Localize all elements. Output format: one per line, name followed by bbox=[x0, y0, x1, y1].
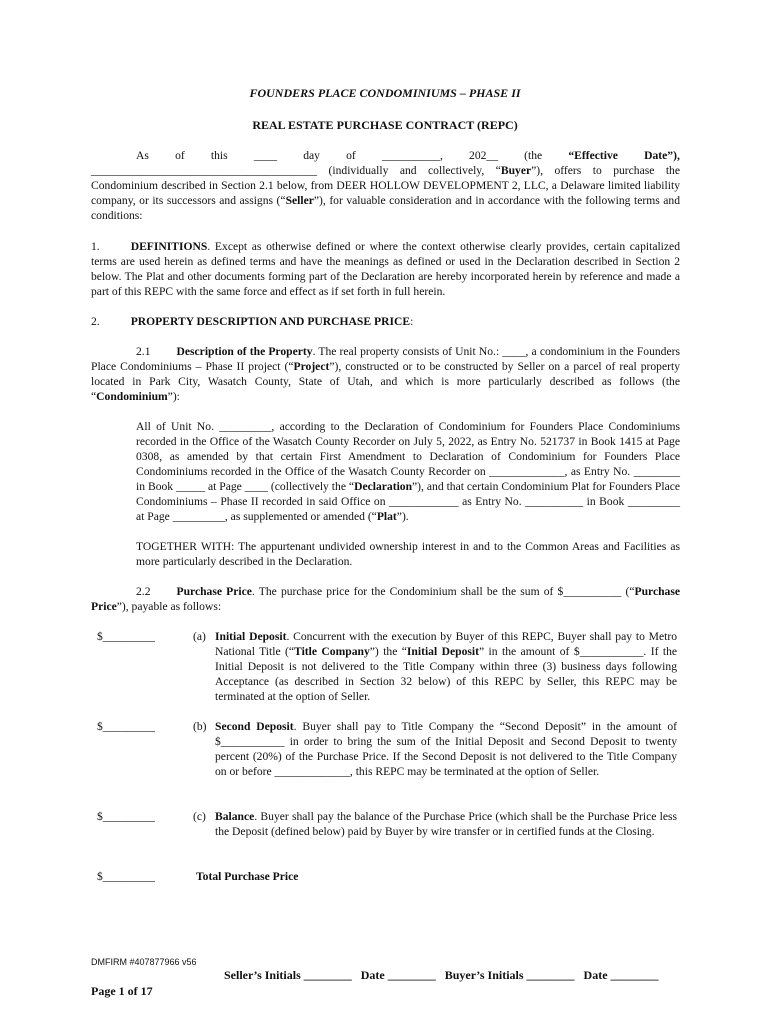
section-2-1-description: 2.1 Description of the Property. The real property consists of Unit No.: ____, a condominium in the Founders Place Condominiums – Phase II project (“Project”), constructed or to be constructed by Seller on a parcel of real property located in Park City, Wasatch County, State of Utah, and which is more particularly described as follows (the “Condominium”): bbox=[91, 345, 680, 403]
balance-amount: $_________ bbox=[97, 810, 155, 823]
intro-word: (the bbox=[524, 149, 543, 162]
total-amount: $_________ bbox=[97, 870, 155, 883]
legal-description: All of Unit No. _________, according to the Declaration of Condominium for Founders Place Condominiums recorded in the Office of the Wasatch County Recorder on July 5, 2022, as Entry No. 521737 in Book 1415 at Page 0308, as amended by that certain First Amendment to Declaration of Condominium for Founders Place Condominiums recorded in the Office of the Wasatch County Recorder on _____________, as Entry No. ________ in Book _____ at Page ____ (collectively the “Declaration”), and that certain Condominium Plat for Founders Place Condominiums – Phase II recorded in said Office on ____________ as Entry No. __________ in Book _________ at Page _________, as supplemented or amended (“Plat”). bbox=[136, 420, 681, 523]
item-heading: Balance bbox=[215, 810, 255, 823]
intro-word: this bbox=[210, 149, 228, 162]
document-subtitle: REAL ESTATE PURCHASE CONTRACT (REPC) bbox=[252, 118, 518, 132]
buyer-term: Buyer bbox=[500, 164, 532, 177]
section-number: 2.2 bbox=[136, 585, 151, 598]
section-2-heading: 2. PROPERTY DESCRIPTION AND PURCHASE PRICE: bbox=[91, 315, 414, 328]
item-letter: (c) bbox=[193, 810, 206, 823]
section-heading: DEFINITIONS bbox=[130, 240, 208, 253]
initial-deposit-term: Initial Deposit bbox=[406, 645, 479, 658]
purchase-price-term: Purchase Price bbox=[91, 585, 681, 613]
section-number: 1. bbox=[91, 240, 100, 253]
section-heading: Purchase Price bbox=[176, 585, 252, 598]
section-number: 2. bbox=[91, 315, 100, 328]
buyer-name-blank: _______________________________________ bbox=[91, 164, 318, 177]
initials-line: Seller’s Initials ________ Date ________ Buyer’s Initials ________ Date ________ bbox=[224, 968, 659, 982]
section-heading: PROPERTY DESCRIPTION AND PURCHASE PRICE bbox=[130, 315, 411, 328]
initial-deposit-clause: Initial Deposit. Concurrent with the execution by Buyer of this REPC, Buyer shall pay to Metro National Title (“Title Company”) the “Initial Deposit” in the amount of $___________. If the Initial Deposit is not delivered to the Title Company within three (3) business days following Acceptance (as described in Section 32 below) of this REPC by Seller, this REPC may be terminated at the option of Seller. bbox=[215, 630, 678, 703]
intro-word: “Effective bbox=[568, 149, 618, 162]
intro-word: ____ bbox=[253, 149, 278, 162]
project-term: Project bbox=[293, 360, 330, 373]
intro-word: day bbox=[303, 149, 320, 162]
seller-term: Seller bbox=[285, 194, 314, 207]
condominium-term: Condominium bbox=[96, 390, 168, 403]
intro-word: Date”), bbox=[644, 149, 680, 162]
section-1-definitions bbox=[91, 239, 680, 299]
item-letter: (a) bbox=[193, 630, 206, 643]
total-purchase-price-label: Total Purchase Price bbox=[196, 870, 299, 883]
section-number: 2.1 bbox=[136, 345, 151, 358]
section-2-2-purchase-price: 2.2 Purchase Price. The purchase price for the Condominium shall be the sum of $__________ (“Purchase Price”), payable as follows: bbox=[91, 585, 681, 613]
together-with-clause: TOGETHER WITH: The appurtenant undivided ownership interest in and to the Common Areas and Facilities as more particularly described in the Declaration. bbox=[136, 540, 680, 568]
document-title: FOUNDERS PLACE CONDOMINIUMS – PHASE II bbox=[249, 86, 521, 100]
section-heading: Description of the Property bbox=[176, 345, 313, 358]
intro-paragraph: _______________________________________ (individually and collectively, “Buyer”), offers to purchase the Condominium described in Section 2.1 below, from DEER HOLLOW DEVELOPMENT 2, LLC, a Delaware limited liability company, or its successors and assigns (“Seller”), for valuable consideration and in accordance with the following terms and conditions: bbox=[91, 164, 681, 222]
intro-word: of bbox=[346, 149, 356, 162]
declaration-term: Declaration bbox=[354, 480, 413, 493]
title-company-term: Title Company bbox=[294, 645, 370, 658]
item-letter: (b) bbox=[193, 720, 207, 733]
plat-term: Plat bbox=[376, 510, 397, 523]
item-heading: Initial Deposit bbox=[215, 630, 287, 643]
second-deposit-amount: $_________ bbox=[97, 720, 155, 733]
second-deposit-clause: Second Deposit. Buyer shall pay to Title Company the “Second Deposit” in the amount of $___________ in order to bring the sum of the Initial Deposit and Second Deposit to twenty percent (20%) of the Purchase Price. If the Second Deposit is not delivered to the Title Company on or before _____________, this REPC may be terminated at the option of Seller. bbox=[215, 720, 677, 778]
page-number: Page 1 of 17 bbox=[91, 984, 153, 998]
intro-word: As bbox=[136, 149, 149, 162]
intro-first-line bbox=[136, 148, 680, 163]
intro-word: 202__ bbox=[469, 149, 498, 162]
initial-deposit-amount: $_________ bbox=[97, 630, 155, 643]
intro-word: of bbox=[175, 149, 185, 162]
item-heading: Second Deposit bbox=[215, 720, 294, 733]
intro-word: __________, bbox=[381, 149, 443, 162]
balance-clause: Balance. Buyer shall pay the balance of the Purchase Price (which shall be the Purchase Price less the Deposit (defined below) paid by Buyer by wire transfer or in certified funds at the Closing. bbox=[215, 810, 677, 838]
section-text: . Except as otherwise defined or where the context otherwise clearly provides, certain capitalized terms are used herein as defined terms and have the meanings as defined or used in the Declaration described in Section 2 below. The Plat and other documents forming part of the Declaration are hereby incorporated herein by reference and made a part of this REPC with the same force and effect as if set forth in full herein. bbox=[91, 240, 680, 298]
document-id: DMFIRM #407877966 v56 bbox=[91, 957, 197, 967]
